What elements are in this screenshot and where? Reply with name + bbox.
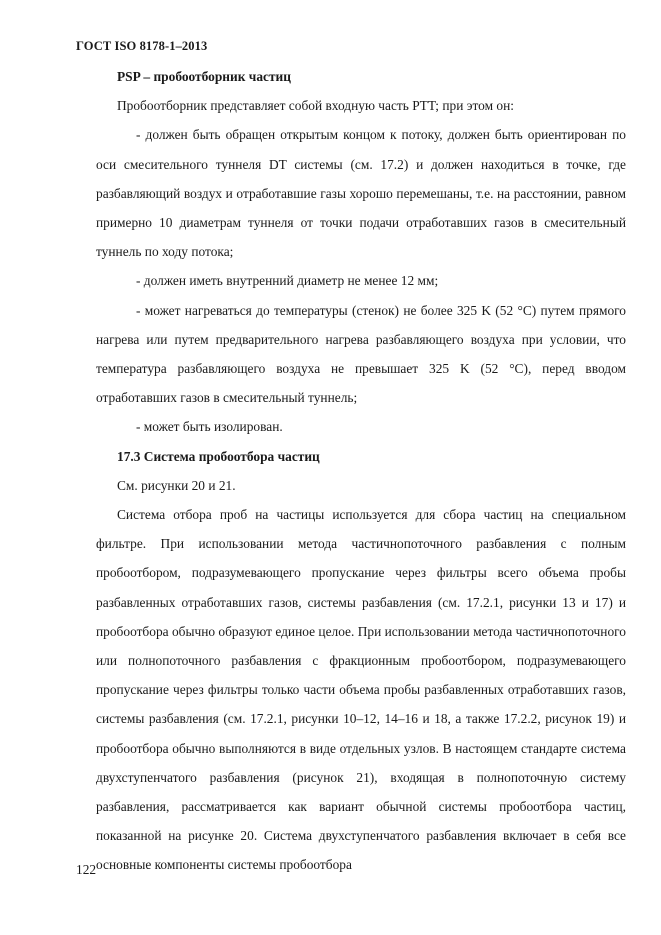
intro-paragraph: Пробоотборник представляет собой входную часть PTT; при этом он: [117, 98, 515, 114]
page-number: 122 [76, 862, 97, 877]
bullet-item: - может быть изолирован. [136, 419, 283, 435]
page-content [96, 62, 626, 880]
bullet-item: - может нагреваться до температуры (стенок) не более 325 K (52 °C) путем прямого нагрева или путем предварительного нагрева разбавляющего воздуха при условии, что температура разбавляющего воздуха не превышает 325 K (52 °C), перед вводом отработавших газов в смесительный туннель; [96, 302, 626, 406]
see-figures-line: См. рисунки 20 и 21. [117, 477, 236, 493]
document-header: ГОСТ ISO 8178-1–2013 [76, 39, 208, 53]
bullet-item: - должен иметь внутренний диаметр не менее 12 мм; [136, 273, 439, 289]
section-title: 17.3 Система пробоотбора частиц [117, 448, 320, 464]
term-title: PSP – пробоотборник частиц [117, 69, 291, 84]
body-paragraph: Система отбора проб на частицы используется для сбора частиц на специальном фильтре. При использовании метода частичнопоточного разбавления с полным пробоотбором, подразумевающего пропускание через фильтры всего объема пробы разбавленных отработавших газов, системы разбавления (см. 17.2.1, рисунки 13 и 17) и пробоотбора обычно образуют единое целое. При использовании метода частичнопоточного или полнопоточного разбавления с фракционным пробоотбором, подразумевающего пропускание через фильтры только части объема пробы разбавленных отработавших газов, системы разбавления (см. 17.2.1, рисунки 10–12, 14–16 и 18, а также 17.2.2, рисунок 19) и пробоотбора обычно выполняются в виде отдельных узлов. В настоящем стандарте система двухступенчатого разбавления (рисунок 21), входящая в полнопоточную систему разбавления, рассматривается как вариант обычной системы пробоотбора частиц, показанной на рисунке 20. Система двухступенчатого разбавления включает в себя все основные компоненты системы пробоотбора [96, 507, 626, 873]
bullet-item: - должен быть обращен открытым концом к потоку, должен быть ориентирован по оси смесительного туннеля DT системы (см. 17.2) и должен находиться в точке, где разбавляющий воздух и отработавшие газы хорошо перемешаны, т.е. на расстоянии, равном примерно 10 диаметрам туннеля от точки подачи отработавших газов в смесительный туннель по ходу потока; [96, 127, 626, 260]
